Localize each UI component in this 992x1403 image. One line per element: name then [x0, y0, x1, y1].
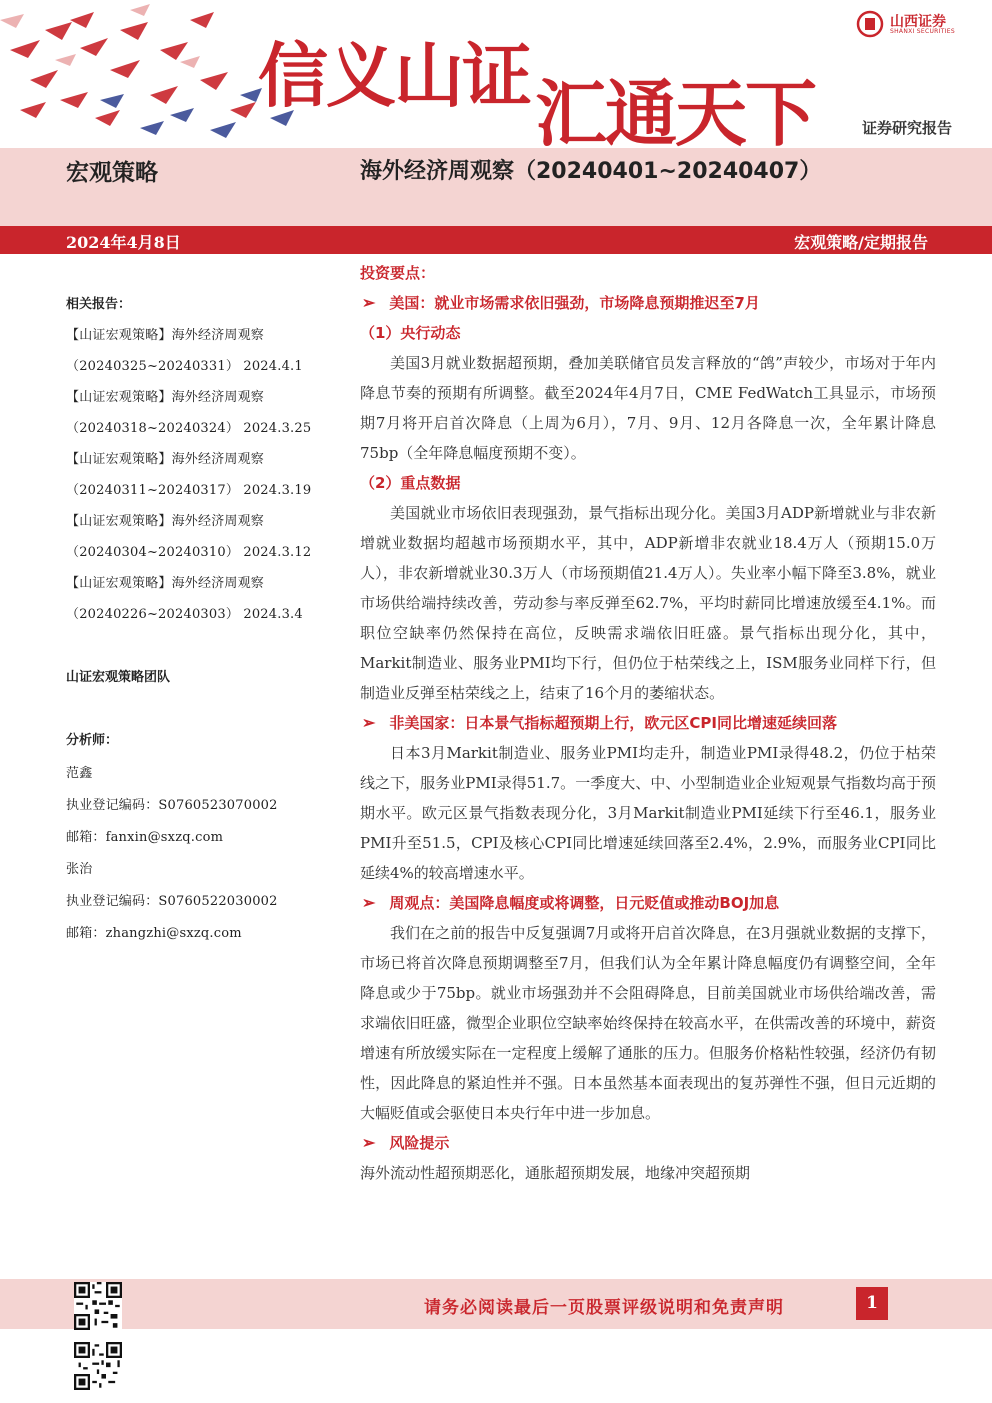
report-type: 证券研究报告 [862, 119, 953, 137]
slogan-part1: 信义山证 [258, 34, 530, 117]
report-category: 宏观策略/定期报告 [794, 233, 928, 252]
related-report-meta: （20240226~20240303） 2024.3.4 [66, 607, 303, 622]
paragraph-non-us: 日本3月Markit制造业、服务业PMI均走升，制造业PMI录得48.2，仍位于枯荣线之下，服务业PMI录得51.7。一季度大、中、小型制造业企业短观景气指数均高于预期水平。欧元区景气指数表现分化，3月Markit制造业PMI延续下行至46.1，服务业PMI升至51.5，CPI及核心CPI同比增速延续回落至2.4%，2.9%，而服务业CPI同比延续4%的较高增速水平。 [360, 744, 936, 882]
paragraph-risk: 海外流动性超预期恶化，通胀超预期发展，地缘冲突超预期 [360, 1164, 751, 1182]
disclaimer-notice[interactable]: 请务必阅读最后一页股票评级说明和免责声明 [424, 1298, 784, 1318]
related-report-meta: （20240311~20240317） 2024.3.19 [66, 483, 312, 498]
related-report-title[interactable]: 【山证宏观策略】海外经济周观察 [66, 514, 265, 529]
team-name: 山证宏观策略团队 [66, 670, 171, 685]
related-report-title[interactable]: 【山证宏观策略】海外经济周观察 [66, 390, 265, 405]
paragraph-weekly-view: 我们在之前的报告中反复强调7月或将开启首次降息，在3月强就业数据的支撑下，市场已将首次降息预期调整至7月，但我们认为全年累计降息幅度仍有调整空间，全年降息或少于75bp。就业市场强劲并不会阻碍降息，目前美国就业市场供给端改善，需求端依旧旺盛，微型企业职位空缺率始终保持在较高水平，在供需改善的环境中，薪资增速有所放缓实际在一定程度上缓解了通胀的压力。但服务价格粘性较强，经济仍有韧性，因此降息的紧迫性并不强。日本虽然基本面表现出的复苏弹性不强，但日元近期的大幅贬值或会驱使日本央行年中进一步加息。 [360, 924, 936, 1122]
page-number: 1 [856, 1287, 888, 1320]
related-report-meta: （20240318~20240324） 2024.3.25 [66, 421, 312, 436]
brand-name: 山西证券 [890, 14, 946, 30]
related-report-title[interactable]: 【山证宏观策略】海外经济周观察 [66, 452, 265, 467]
company-logo-icon [856, 10, 884, 38]
key-points-heading: 投资要点： [360, 264, 436, 282]
paragraph-key-data: 美国就业市场依旧表现强劲，景气指标出现分化。美国3月ADP新增就业与非农新增就业数据均超越市场预期水平，其中，ADP新增非农就业18.4万人（预期15.0万人），非农新增就业30.3万人（市场预期值21.4万人）。失业率小幅下降至3.8%，就业市场供给端持续改善，劳动参与率反弹至62.7%，平均时薪同比增速放缓至4.1%。而职位空缺率仍然保持在高位，反映需求端依旧旺盛。景气指标出现分化，其中，Markit制造业、服务业PMI均下行，但仍位于枯荣线之上，ISM服务业同样下行，但制造业反弹至枯荣线之上，结束了16个月的萎缩状态。 [360, 504, 936, 702]
analyst-reg: 执业登记编码：S0760522030002 [66, 894, 278, 909]
band-category: 宏观策略 [66, 160, 158, 186]
related-report-title[interactable]: 【山证宏观策略】海外经济周观察 [66, 328, 265, 343]
related-reports-heading: 相关报告： [66, 297, 132, 312]
arrow-bullet-icon: ➢ [362, 293, 376, 312]
related-report-meta: （20240325~20240331） 2024.4.1 [66, 359, 303, 374]
related-report-title[interactable]: 【山证宏观策略】海外经济周观察 [66, 576, 265, 591]
slogan-part2: 汇通天下 [535, 71, 816, 148]
section-non-us-title: 非美国家：日本景气指标超预期上行，欧元区CPI同比增速延续回落 [389, 714, 837, 732]
report-title: 海外经济周观察（20240401~20240407） [360, 159, 822, 184]
analyst-email[interactable]: 邮箱：zhangzhi@sxzq.com [66, 926, 242, 941]
qr-code-icon [74, 1342, 122, 1390]
subsection-key-data: （2）重点数据 [360, 474, 461, 492]
subsection-central-bank: （1）央行动态 [360, 324, 461, 342]
qr-code-icon [74, 1282, 122, 1330]
related-report-meta: （20240304~20240310） 2024.3.12 [66, 545, 312, 560]
header-banner [0, 0, 992, 148]
section-risk-title: 风险提示 [389, 1134, 450, 1152]
analyst-heading: 分析师： [66, 733, 119, 748]
arrow-bullet-icon: ➢ [362, 713, 376, 732]
analyst-email[interactable]: 邮箱：fanxin@sxzq.com [66, 830, 224, 845]
analyst-name: 张治 [66, 862, 93, 877]
arrow-bullet-icon: ➢ [362, 1133, 376, 1152]
paragraph-central-bank: 美国3月就业数据超预期，叠加美联储官员发言释放的“鸽”声较少，市场对于年内降息节奏的预期有所调整。截至2024年4月7日，CME FedWatch工具显示，市场预期7月将开启首次降息（上周为6月），7月、9月、12月各降息一次，全年累计降息75bp（全年降息幅度预期不变）。 [360, 354, 936, 462]
analyst-reg: 执业登记编码：S0760523070002 [66, 798, 278, 813]
report-date: 2024年4月8日 [66, 233, 181, 252]
section-us-title: 美国：就业市场需求依旧强劲，市场降息预期推迟至7月 [389, 294, 760, 312]
section-weekly-view-title: 周观点：美国降息幅度或将调整，日元贬值或推动BOJ加息 [389, 894, 780, 912]
arrow-bullet-icon: ➢ [362, 893, 376, 912]
brand-sub: SHANXI SECURITIES [890, 28, 955, 35]
main-content [360, 258, 936, 1188]
analyst-name: 范鑫 [66, 766, 93, 781]
